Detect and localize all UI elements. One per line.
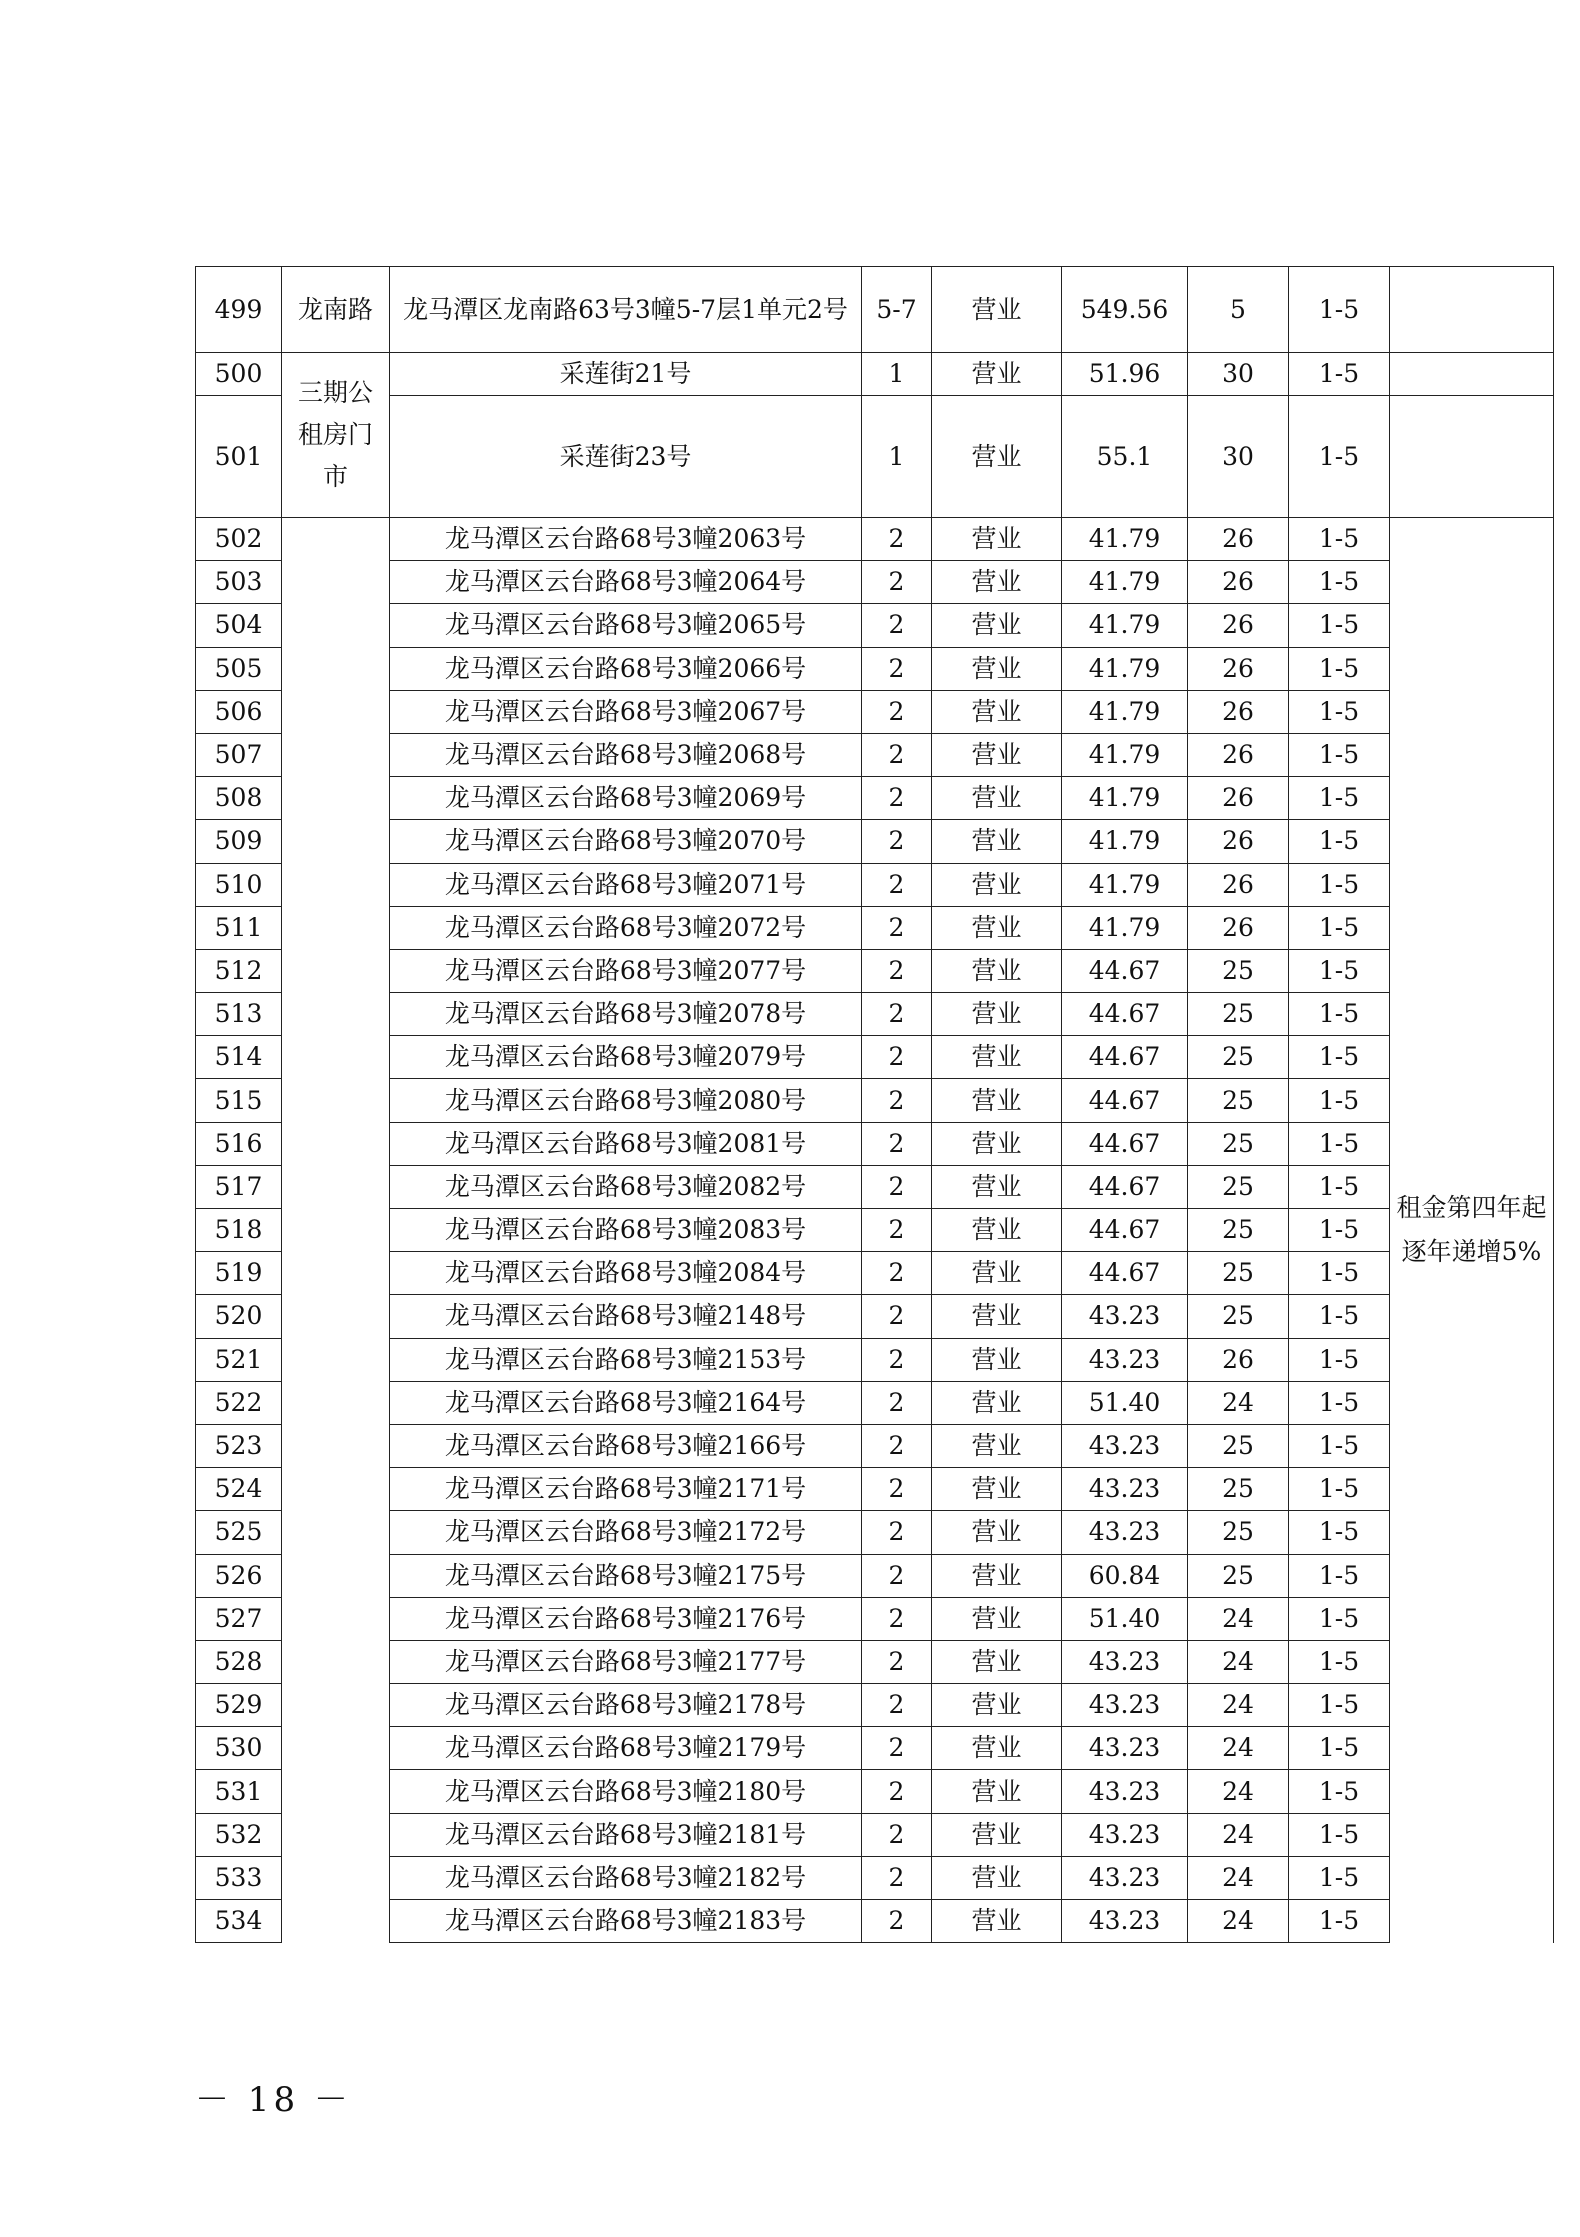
floor-cell: 2 (862, 690, 932, 733)
table-row (196, 561, 1554, 604)
use-cell: 营业 (932, 1122, 1062, 1165)
table-row (196, 777, 1554, 820)
use-cell: 营业 (932, 1727, 1062, 1770)
rent-cell: 25 (1188, 1122, 1289, 1165)
term-cell: 1-5 (1289, 733, 1390, 776)
rent-cell: 30 (1188, 353, 1289, 396)
address-cell: 龙马潭区云台路68号3幢2175号 (390, 1554, 862, 1597)
row-number: 520 (196, 1295, 282, 1338)
floor-cell: 1 (862, 353, 932, 396)
use-cell: 营业 (932, 1338, 1062, 1381)
term-cell: 1-5 (1289, 1727, 1390, 1770)
address-cell: 龙马潭区云台路68号3幢2071号 (390, 863, 862, 906)
floor-cell: 2 (862, 1856, 932, 1899)
table-row (196, 733, 1554, 776)
rent-cell: 24 (1188, 1727, 1289, 1770)
address-cell: 龙马潭区云台路68号3幢2078号 (390, 993, 862, 1036)
table-row (196, 1813, 1554, 1856)
use-cell: 营业 (932, 690, 1062, 733)
row-number: 523 (196, 1424, 282, 1467)
rent-cell: 26 (1188, 906, 1289, 949)
floor-cell: 2 (862, 1338, 932, 1381)
row-number: 518 (196, 1209, 282, 1252)
address-cell: 龙马潭区云台路68号3幢2182号 (390, 1856, 862, 1899)
group-label: 三期公租房门市 (282, 353, 390, 518)
use-cell: 营业 (932, 863, 1062, 906)
address-cell: 龙马潭区云台路68号3幢2178号 (390, 1684, 862, 1727)
use-cell: 营业 (932, 396, 1062, 518)
term-cell: 1-5 (1289, 561, 1390, 604)
rent-cell: 26 (1188, 518, 1289, 561)
floor-cell: 1 (862, 396, 932, 518)
row-number: 502 (196, 518, 282, 561)
use-cell: 营业 (932, 647, 1062, 690)
address-cell: 龙马潭区云台路68号3幢2084号 (390, 1252, 862, 1295)
row-number: 532 (196, 1813, 282, 1856)
area-cell: 43.23 (1062, 1813, 1188, 1856)
use-cell: 营业 (932, 1079, 1062, 1122)
row-number: 527 (196, 1597, 282, 1640)
floor-cell: 2 (862, 1381, 932, 1424)
row-number: 507 (196, 733, 282, 776)
term-cell: 1-5 (1289, 353, 1390, 396)
row-number: 512 (196, 949, 282, 992)
rent-cell: 26 (1188, 863, 1289, 906)
floor-cell: 2 (862, 1079, 932, 1122)
use-cell: 营业 (932, 820, 1062, 863)
row-number: 515 (196, 1079, 282, 1122)
floor-cell: 2 (862, 1727, 932, 1770)
term-cell: 1-5 (1289, 1381, 1390, 1424)
use-cell: 营业 (932, 1511, 1062, 1554)
area-cell: 44.67 (1062, 949, 1188, 992)
floor-cell: 2 (862, 1554, 932, 1597)
area-cell: 44.67 (1062, 1209, 1188, 1252)
use-cell: 营业 (932, 267, 1062, 353)
area-cell: 43.23 (1062, 1511, 1188, 1554)
row-number: 514 (196, 1036, 282, 1079)
group-label (282, 518, 390, 1943)
term-cell: 1-5 (1289, 1468, 1390, 1511)
table-row (196, 1424, 1554, 1467)
address-cell: 龙马潭区云台路68号3幢2081号 (390, 1122, 862, 1165)
property-table (195, 266, 1554, 1943)
table-row (196, 993, 1554, 1036)
address-cell: 龙马潭区云台路68号3幢2153号 (390, 1338, 862, 1381)
floor-cell: 2 (862, 949, 932, 992)
term-cell: 1-5 (1289, 863, 1390, 906)
table-row (196, 518, 1554, 561)
use-cell: 营业 (932, 993, 1062, 1036)
address-cell: 龙马潭区云台路68号3幢2176号 (390, 1597, 862, 1640)
term-cell: 1-5 (1289, 1856, 1390, 1899)
floor-cell: 2 (862, 1511, 932, 1554)
area-cell: 41.79 (1062, 733, 1188, 776)
use-cell: 营业 (932, 949, 1062, 992)
table-row (196, 690, 1554, 733)
area-cell: 549.56 (1062, 267, 1188, 353)
area-cell: 41.79 (1062, 863, 1188, 906)
term-cell: 1-5 (1289, 777, 1390, 820)
floor-cell: 2 (862, 1770, 932, 1813)
row-number: 531 (196, 1770, 282, 1813)
rent-cell: 26 (1188, 690, 1289, 733)
table-row (196, 1856, 1554, 1899)
term-cell: 1-5 (1289, 1209, 1390, 1252)
address-cell: 龙马潭区云台路68号3幢2082号 (390, 1165, 862, 1208)
note-cell (1390, 267, 1554, 353)
row-number: 504 (196, 604, 282, 647)
row-number: 499 (196, 267, 282, 353)
address-cell: 龙马潭区云台路68号3幢2148号 (390, 1295, 862, 1338)
rent-cell: 25 (1188, 949, 1289, 992)
rent-cell: 25 (1188, 1209, 1289, 1252)
rent-cell: 24 (1188, 1640, 1289, 1683)
floor-cell: 2 (862, 561, 932, 604)
area-cell: 43.23 (1062, 1856, 1188, 1899)
rent-cell: 26 (1188, 604, 1289, 647)
rent-cell: 26 (1188, 733, 1289, 776)
term-cell: 1-5 (1289, 1338, 1390, 1381)
floor-cell: 2 (862, 1295, 932, 1338)
rent-cell: 26 (1188, 647, 1289, 690)
rent-cell: 25 (1188, 1468, 1289, 1511)
floor-cell: 2 (862, 863, 932, 906)
table-row (196, 1727, 1554, 1770)
use-cell: 营业 (932, 1597, 1062, 1640)
row-number: 522 (196, 1381, 282, 1424)
term-cell: 1-5 (1289, 1640, 1390, 1683)
row-number: 530 (196, 1727, 282, 1770)
table-row (196, 1338, 1554, 1381)
table-row (196, 604, 1554, 647)
row-number: 524 (196, 1468, 282, 1511)
row-number: 500 (196, 353, 282, 396)
floor-cell: 2 (862, 1252, 932, 1295)
group-label: 龙南路 (282, 267, 390, 353)
address-cell: 龙马潭区云台路68号3幢2063号 (390, 518, 862, 561)
use-cell: 营业 (932, 1640, 1062, 1683)
address-cell: 龙马潭区云台路68号3幢2166号 (390, 1424, 862, 1467)
area-cell: 44.67 (1062, 1036, 1188, 1079)
rent-cell: 24 (1188, 1856, 1289, 1899)
table-row (196, 1554, 1554, 1597)
table-row (196, 949, 1554, 992)
term-cell: 1-5 (1289, 906, 1390, 949)
address-cell: 龙马潭区云台路68号3幢2172号 (390, 1511, 862, 1554)
rent-cell: 25 (1188, 1036, 1289, 1079)
address-cell: 龙马潭区龙南路63号3幢5-7层1单元2号 (390, 267, 862, 353)
area-cell: 44.67 (1062, 1122, 1188, 1165)
floor-cell: 2 (862, 1900, 932, 1943)
address-cell: 采莲街21号 (390, 353, 862, 396)
table-row (196, 1900, 1554, 1943)
area-cell: 43.23 (1062, 1770, 1188, 1813)
area-cell: 43.23 (1062, 1684, 1188, 1727)
rent-cell: 25 (1188, 1511, 1289, 1554)
floor-cell: 2 (862, 733, 932, 776)
area-cell: 51.40 (1062, 1381, 1188, 1424)
table-row (196, 1468, 1554, 1511)
rent-cell: 26 (1188, 1338, 1289, 1381)
use-cell: 营业 (932, 733, 1062, 776)
row-number: 503 (196, 561, 282, 604)
area-cell: 43.23 (1062, 1295, 1188, 1338)
term-cell: 1-5 (1289, 1122, 1390, 1165)
address-cell: 龙马潭区云台路68号3幢2077号 (390, 949, 862, 992)
area-cell: 55.1 (1062, 396, 1188, 518)
rent-cell: 25 (1188, 1554, 1289, 1597)
table-row (196, 863, 1554, 906)
table-row (196, 1295, 1554, 1338)
rent-cell: 26 (1188, 561, 1289, 604)
rent-cell: 26 (1188, 820, 1289, 863)
row-number: 519 (196, 1252, 282, 1295)
term-cell: 1-5 (1289, 1770, 1390, 1813)
rent-cell: 24 (1188, 1813, 1289, 1856)
row-number: 508 (196, 777, 282, 820)
address-cell: 龙马潭区云台路68号3幢2079号 (390, 1036, 862, 1079)
area-cell: 41.79 (1062, 777, 1188, 820)
row-number: 534 (196, 1900, 282, 1943)
row-number: 521 (196, 1338, 282, 1381)
area-cell: 41.79 (1062, 906, 1188, 949)
floor-cell: 2 (862, 604, 932, 647)
table-row (196, 1036, 1554, 1079)
use-cell: 营业 (932, 1684, 1062, 1727)
row-number: 511 (196, 906, 282, 949)
rent-cell: 25 (1188, 1165, 1289, 1208)
use-cell: 营业 (932, 1770, 1062, 1813)
area-cell: 44.67 (1062, 993, 1188, 1036)
address-cell: 龙马潭区云台路68号3幢2180号 (390, 1770, 862, 1813)
use-cell: 营业 (932, 518, 1062, 561)
use-cell: 营业 (932, 1252, 1062, 1295)
term-cell: 1-5 (1289, 1900, 1390, 1943)
term-cell: 1-5 (1289, 267, 1390, 353)
floor-cell: 2 (862, 518, 932, 561)
term-cell: 1-5 (1289, 647, 1390, 690)
floor-cell: 2 (862, 1209, 932, 1252)
rent-cell: 24 (1188, 1381, 1289, 1424)
area-cell: 51.96 (1062, 353, 1188, 396)
address-cell: 龙马潭区云台路68号3幢2067号 (390, 690, 862, 733)
table-row (196, 1511, 1554, 1554)
page-number: － 18 － (195, 2080, 352, 2120)
row-number: 513 (196, 993, 282, 1036)
term-cell: 1-5 (1289, 1079, 1390, 1122)
area-cell: 41.79 (1062, 561, 1188, 604)
term-cell: 1-5 (1289, 1165, 1390, 1208)
rent-cell: 25 (1188, 1252, 1289, 1295)
floor-cell: 2 (862, 1468, 932, 1511)
use-cell: 营业 (932, 1295, 1062, 1338)
table-row (196, 396, 1554, 518)
use-cell: 营业 (932, 604, 1062, 647)
use-cell: 营业 (932, 777, 1062, 820)
rent-cell: 25 (1188, 1424, 1289, 1467)
area-cell: 60.84 (1062, 1554, 1188, 1597)
floor-cell: 2 (862, 1684, 932, 1727)
row-number: 505 (196, 647, 282, 690)
table-row (196, 906, 1554, 949)
table-row (196, 1079, 1554, 1122)
address-cell: 龙马潭区云台路68号3幢2070号 (390, 820, 862, 863)
area-cell: 41.79 (1062, 518, 1188, 561)
address-cell: 龙马潭区云台路68号3幢2177号 (390, 1640, 862, 1683)
term-cell: 1-5 (1289, 1684, 1390, 1727)
row-number: 526 (196, 1554, 282, 1597)
area-cell: 43.23 (1062, 1640, 1188, 1683)
area-cell: 51.40 (1062, 1597, 1188, 1640)
floor-cell: 2 (862, 1640, 932, 1683)
row-number: 509 (196, 820, 282, 863)
floor-cell: 2 (862, 647, 932, 690)
note-cell (1390, 353, 1554, 396)
area-cell: 44.67 (1062, 1252, 1188, 1295)
area-cell: 43.23 (1062, 1424, 1188, 1467)
use-cell: 营业 (932, 1468, 1062, 1511)
row-number: 528 (196, 1640, 282, 1683)
rent-cell: 25 (1188, 1295, 1289, 1338)
use-cell: 营业 (932, 1209, 1062, 1252)
address-cell: 龙马潭区云台路68号3幢2065号 (390, 604, 862, 647)
address-cell: 龙马潭区云台路68号3幢2072号 (390, 906, 862, 949)
use-cell: 营业 (932, 353, 1062, 396)
address-cell: 龙马潭区云台路68号3幢2069号 (390, 777, 862, 820)
term-cell: 1-5 (1289, 1295, 1390, 1338)
row-number: 506 (196, 690, 282, 733)
use-cell: 营业 (932, 561, 1062, 604)
row-number: 501 (196, 396, 282, 518)
floor-cell: 2 (862, 1165, 932, 1208)
term-cell: 1-5 (1289, 993, 1390, 1036)
table-row (196, 1640, 1554, 1683)
row-number: 529 (196, 1684, 282, 1727)
address-cell: 龙马潭区云台路68号3幢2068号 (390, 733, 862, 776)
table-row (196, 267, 1554, 353)
area-cell: 44.67 (1062, 1079, 1188, 1122)
floor-cell: 2 (862, 820, 932, 863)
note-cell: 租金第四年起逐年递增5% (1390, 518, 1554, 1943)
area-cell: 44.67 (1062, 1165, 1188, 1208)
term-cell: 1-5 (1289, 604, 1390, 647)
note-cell (1390, 396, 1554, 518)
table-row (196, 1122, 1554, 1165)
rent-cell: 25 (1188, 993, 1289, 1036)
use-cell: 营业 (932, 1900, 1062, 1943)
floor-cell: 2 (862, 1597, 932, 1640)
term-cell: 1-5 (1289, 949, 1390, 992)
address-cell: 龙马潭区云台路68号3幢2066号 (390, 647, 862, 690)
floor-cell: 2 (862, 1036, 932, 1079)
floor-cell: 5-7 (862, 267, 932, 353)
use-cell: 营业 (932, 1381, 1062, 1424)
table-row (196, 820, 1554, 863)
area-cell: 41.79 (1062, 647, 1188, 690)
address-cell: 龙马潭区云台路68号3幢2064号 (390, 561, 862, 604)
use-cell: 营业 (932, 1424, 1062, 1467)
table-row (196, 1165, 1554, 1208)
area-cell: 43.23 (1062, 1727, 1188, 1770)
table-row (196, 1597, 1554, 1640)
area-cell: 43.23 (1062, 1468, 1188, 1511)
table-row (196, 353, 1554, 396)
floor-cell: 2 (862, 1122, 932, 1165)
address-cell: 龙马潭区云台路68号3幢2083号 (390, 1209, 862, 1252)
address-cell: 龙马潭区云台路68号3幢2179号 (390, 1727, 862, 1770)
address-cell: 采莲街23号 (390, 396, 862, 518)
table-row (196, 1252, 1554, 1295)
rent-cell: 30 (1188, 396, 1289, 518)
term-cell: 1-5 (1289, 690, 1390, 733)
term-cell: 1-5 (1289, 1252, 1390, 1295)
address-cell: 龙马潭区云台路68号3幢2164号 (390, 1381, 862, 1424)
floor-cell: 2 (862, 777, 932, 820)
address-cell: 龙马潭区云台路68号3幢2171号 (390, 1468, 862, 1511)
rent-cell: 24 (1188, 1597, 1289, 1640)
address-cell: 龙马潭区云台路68号3幢2181号 (390, 1813, 862, 1856)
term-cell: 1-5 (1289, 1424, 1390, 1467)
term-cell: 1-5 (1289, 518, 1390, 561)
floor-cell: 2 (862, 993, 932, 1036)
term-cell: 1-5 (1289, 820, 1390, 863)
address-cell: 龙马潭区云台路68号3幢2183号 (390, 1900, 862, 1943)
area-cell: 41.79 (1062, 690, 1188, 733)
area-cell: 41.79 (1062, 604, 1188, 647)
row-number: 533 (196, 1856, 282, 1899)
address-cell: 龙马潭区云台路68号3幢2080号 (390, 1079, 862, 1122)
rent-cell: 24 (1188, 1770, 1289, 1813)
table-row (196, 1684, 1554, 1727)
use-cell: 营业 (932, 1554, 1062, 1597)
table-row (196, 647, 1554, 690)
area-cell: 43.23 (1062, 1338, 1188, 1381)
floor-cell: 2 (862, 906, 932, 949)
rent-cell: 26 (1188, 777, 1289, 820)
row-number: 517 (196, 1165, 282, 1208)
use-cell: 营业 (932, 1813, 1062, 1856)
table-row (196, 1770, 1554, 1813)
row-number: 516 (196, 1122, 282, 1165)
floor-cell: 2 (862, 1424, 932, 1467)
floor-cell: 2 (862, 1813, 932, 1856)
rent-cell: 24 (1188, 1900, 1289, 1943)
row-number: 510 (196, 863, 282, 906)
use-cell: 营业 (932, 1856, 1062, 1899)
term-cell: 1-5 (1289, 396, 1390, 518)
area-cell: 43.23 (1062, 1900, 1188, 1943)
table-row (196, 1381, 1554, 1424)
term-cell: 1-5 (1289, 1597, 1390, 1640)
rent-cell: 24 (1188, 1684, 1289, 1727)
table-row (196, 1209, 1554, 1252)
row-number: 525 (196, 1511, 282, 1554)
use-cell: 营业 (932, 1036, 1062, 1079)
rent-cell: 25 (1188, 1079, 1289, 1122)
term-cell: 1-5 (1289, 1554, 1390, 1597)
rent-cell: 5 (1188, 267, 1289, 353)
term-cell: 1-5 (1289, 1813, 1390, 1856)
term-cell: 1-5 (1289, 1511, 1390, 1554)
use-cell: 营业 (932, 1165, 1062, 1208)
use-cell: 营业 (932, 906, 1062, 949)
term-cell: 1-5 (1289, 1036, 1390, 1079)
area-cell: 41.79 (1062, 820, 1188, 863)
